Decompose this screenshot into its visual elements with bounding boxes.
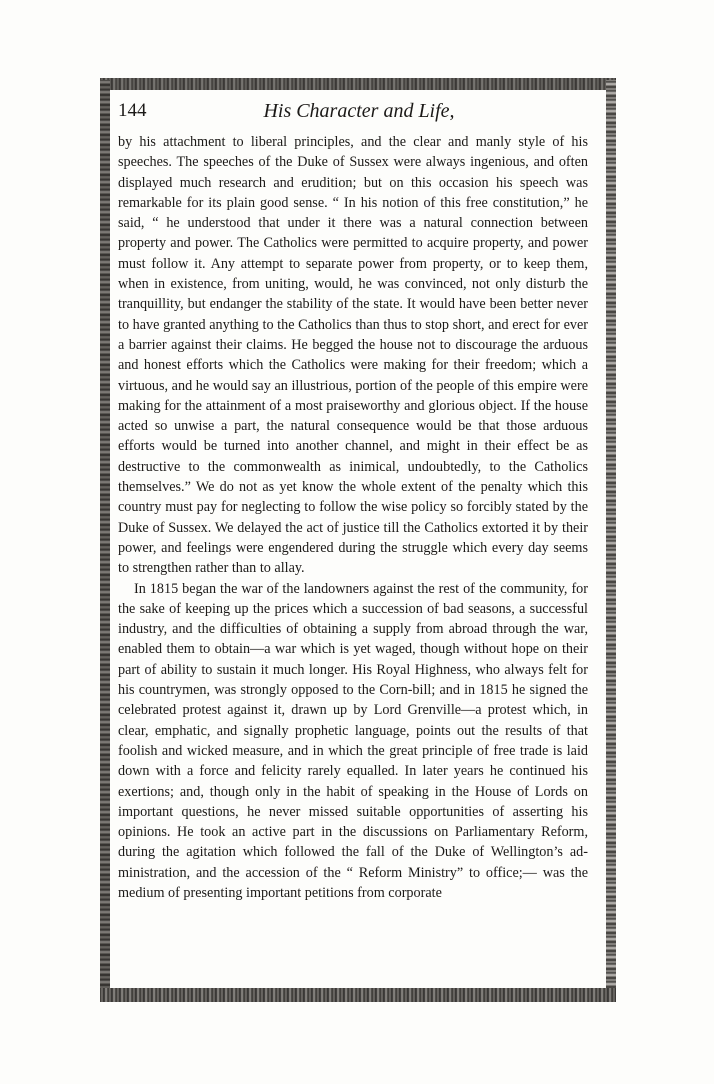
page-border-right bbox=[606, 80, 616, 1000]
page-border-bottom bbox=[100, 988, 616, 1002]
paragraph-continuation: by his attachment to liberal principles, and the clear and manly style of his speeches. The speeches of the Duke of Sussex were always ingenious, and often displayed much research and erudition; but on this occasion his speech was remarkable for its plain good sense. “ In his notion of this free constitution,” he said, “ he understood that under it there was a natural connection between property and power. The Catholics were permitted to acquire property, and power must follow it. Any attempt to separate power from property, or to keep them, when in existence, from uniting, would, he was convinced, not only disturb the tranquillity, but endanger the stability of the state. It would have been better never to have granted anything to the Catholics than thus to stop short, and erect for ever a barrier against their claims. He begged the house not to discourage the arduous and honest efforts which the Catholics were making for their freedom; which a virtuous, and he would say an illustrious, portion of the people of this empire were making for the attainment of a most praiseworthy and glorious object. If the house acted so unwise a part, the natural consequence would be that those arduous efforts would be turned into another channel, and might in their effect be as destructive to the commonwealth as inimical, undoubtedly, to the Catholics themselves.” We do not as yet know the whole extent of the penalty which this country must pay for neglecting to follow the wise policy so forcibly stated by the Duke of Sussex. We delayed the act of justice till the Catholics extorted it by their power, and feelings were engendered during the struggle which every day seems to strengthen rather than to allay. bbox=[118, 134, 588, 577]
body-text bbox=[118, 132, 588, 903]
page-border-top bbox=[100, 78, 616, 90]
page-number: 144 bbox=[118, 100, 147, 121]
page-border-left bbox=[100, 80, 110, 1000]
running-title: His Character and Life, bbox=[263, 100, 455, 122]
paragraph-corn-bill: In 1815 began the war of the landowners against the rest of the community, for the sake of keeping up the prices which a succession of bad seasons, a successful industry, and the difficulties of obtaining a supply from abroad through the war, enabled them to obtain—a war which is yet waged, though without hope on their part of ability to sustain it much longer. His Royal Highness, who always felt for his countrymen, was strongly opposed to the Corn-bill; and in 1815 he signed the celebrated protest against it, drawn up by Lord Grenville—a protest which, in clear, emphatic, and signally prophetic language, points out the results of that foolish and wicked measure, and in which the great principle of free trade is laid down with a force and felicity rarely equalled. In later years he continued his exertions; and, though only in the habit of speaking in the House of Lords on important questions, he never missed suitable opportunities of asserting his opinions. He took an active part in the discussions on Parliamentary Reform, during the agitation which followed the fall of the Duke of Wellington’s administration, and the accession of the “ Reform Ministry” to office;— was the medium of presenting important petitions from corporate bbox=[118, 580, 588, 901]
page-header bbox=[118, 100, 600, 128]
